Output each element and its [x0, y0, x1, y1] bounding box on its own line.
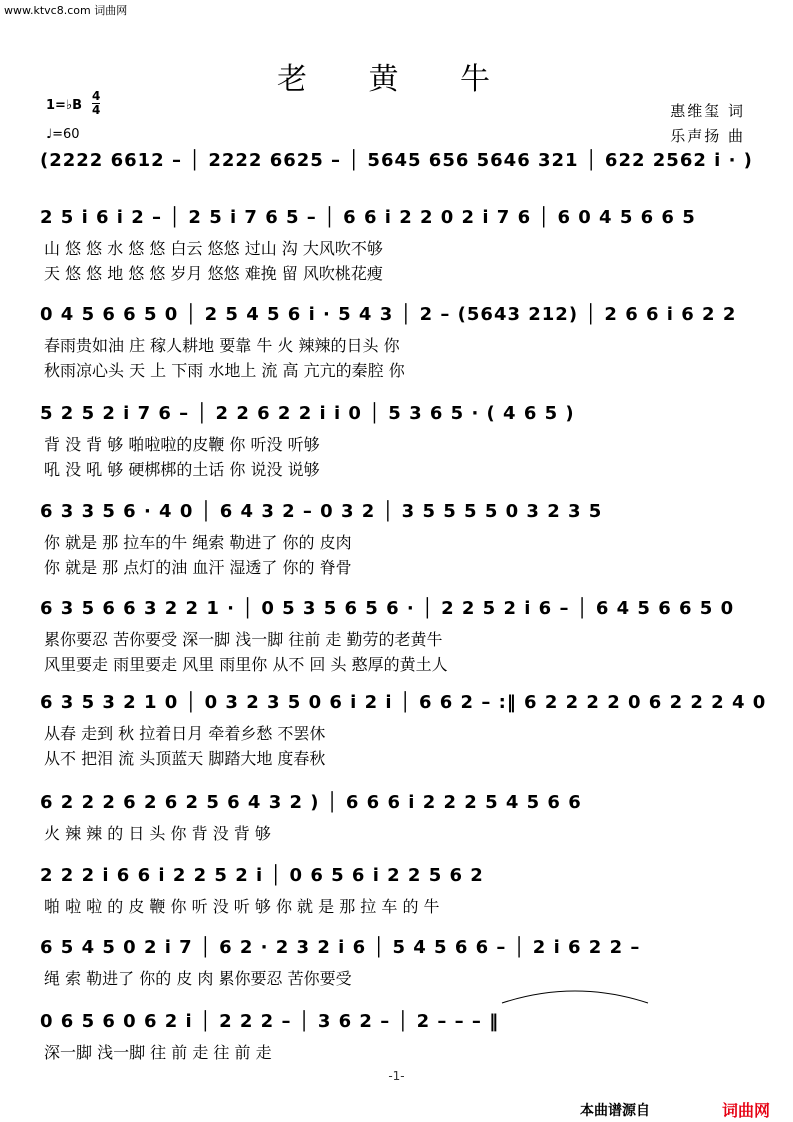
key-signature: 1=♭B	[46, 98, 82, 113]
lyric-line: 秋雨凉心头 天 上 下雨 水地上 流 高 亢亢的秦腔 你	[44, 361, 405, 380]
notation-row: 6 2 2 2 6 2 6 2 5 6 4 3 2 ) │ 6 6 6 i 2 2 2 5 4 5 6 6	[40, 792, 582, 813]
lyric-line: 你 就是 那 点灯的油 血汗 湿透了 你的 脊骨	[44, 558, 352, 577]
lyric-line: 风里要走 雨里要走 风里 雨里你 从不 回 头 憨厚的黄土人	[44, 655, 448, 674]
time-signature-top: 4	[92, 89, 101, 103]
source-label: 本曲谱源自	[580, 1103, 650, 1119]
notation-row: 6 3 3 5 6 · 4 0 │ 6 4 3 2 – 0 3 2 │ 3 5 5 5 5 0 3 2 3 5	[40, 501, 603, 522]
lyricist-credit: 惠维玺 词	[670, 102, 745, 120]
slur-arc	[500, 985, 650, 1005]
site-watermark: www.ktvc8.com 词曲网	[4, 4, 128, 17]
lyric-line: 深一脚 浅一脚 往 前 走 往 前 走	[44, 1043, 272, 1062]
notation-row: 0 6 5 6 0 6 2 i │ 2 2 2 – │ 3 6 2 – │ 2 – – – ‖	[40, 1011, 500, 1032]
time-signature-bottom: 4	[92, 103, 101, 117]
lyric-line: 火 辣 辣 的 日 头 你 背 没 背 够	[44, 824, 271, 843]
lyric-line: 山 悠 悠 水 悠 悠 白云 悠悠 过山 沟 大风吹不够	[44, 239, 383, 258]
lyric-line: 绳 索 勒进了 你的 皮 肉 累你要忍 苦你要受	[44, 969, 352, 988]
song-title: 老 黄 牛	[276, 62, 517, 97]
lyric-line: 从不 把泪 流 头顶蓝天 脚踏大地 度春秋	[44, 749, 326, 768]
lyric-line: 春雨贵如油 庄 稼人耕地 要靠 牛 火 辣辣的日头 你	[44, 336, 400, 355]
notation-row: 5 2 5 2 i 7 6 – │ 2 2 6 2 2 i i 0 │ 5 3 6 5 · ( 4 6 5 )	[40, 403, 575, 424]
notation-row: 6 3 5 3 2 1 0 │ 0 3 2 3 5 0 6 i 2 i │ 6 6 2 – :‖ 6 2 2 2 2 0 6 2 2 2 4 0	[40, 692, 767, 713]
lyric-line: 吼 没 吼 够 硬梆梆的土话 你 说没 说够	[44, 460, 320, 479]
lyric-line: 累你要忍 苦你要受 深一脚 浅一脚 往前 走 勤劳的老黄牛	[44, 630, 443, 649]
tempo-marking: ♩=60	[46, 127, 80, 142]
notation-row: 2 5 i 6 i 2 – │ 2 5 i 7 6 5 – │ 6 6 i 2 2 0 2 i 7 6 │ 6 0 4 5 6 6 5	[40, 207, 696, 228]
notation-row: 2 2 2 i 6 6 i 2 2 5 2 i │ 0 6 5 6 i 2 2 5 6 2	[40, 865, 484, 886]
page-number: -1-	[388, 1069, 405, 1083]
lyric-line: 啪 啦 啦 的 皮 鞭 你 听 没 听 够 你 就 是 那 拉 车 的 牛	[44, 897, 440, 916]
lyric-line: 你 就是 那 拉车的牛 绳索 勒进了 你的 皮肉	[44, 533, 352, 552]
lyric-line: 从春 走到 秋 拉着日月 牵着乡愁 不罢休	[44, 724, 326, 743]
lyric-line: 天 悠 悠 地 悠 悠 岁月 悠悠 难挽 留 风吹桃花瘦	[44, 264, 383, 283]
notation-row: 6 3 5 6 6 3 2 2 1 · │ 0 5 3 5 6 5 6 · │ 2 2 5 2 i 6 – │ 6 4 5 6 6 5 0	[40, 598, 735, 619]
site-logo[interactable]: 词曲网	[722, 1101, 771, 1120]
notation-row: (2222 6612 – │ 2222 6625 – │ 5645 656 5646 321 │ 622 2562 i · )	[40, 150, 753, 171]
time-signature	[92, 90, 100, 117]
notation-row: 0 4 5 6 6 5 0 │ 2 5 4 5 6 i · 5 4 3 │ 2 – (5643 212) │ 2 6 6 i 6 2 2	[40, 304, 737, 325]
notation-row: 6 5 4 5 0 2 i 7 │ 6 2 · 2 3 2 i 6 │ 5 4 5 6 6 – │ 2 i 6 2 2 –	[40, 937, 641, 958]
composer-credit: 乐声扬 曲	[670, 127, 745, 145]
lyric-line: 背 没 背 够 啪啦啦的皮鞭 你 听没 听够	[44, 435, 320, 454]
